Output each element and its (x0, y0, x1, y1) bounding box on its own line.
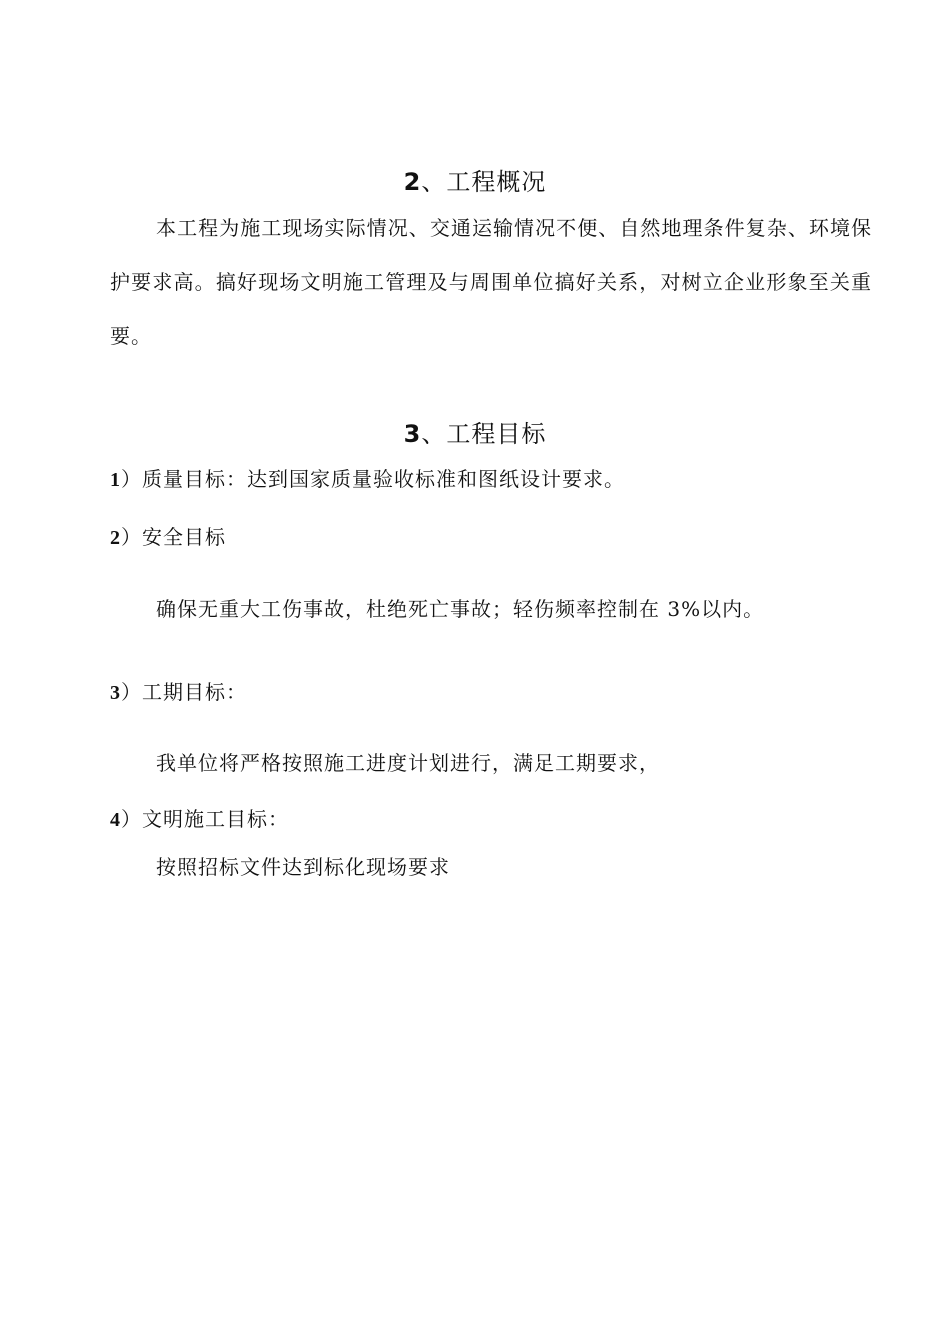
section-2-body: 本工程为施工现场实际情况、交通运输情况不便、自然地理条件复杂、环境保护要求高。搞好现场文明施工管理及与周围单位搞好关系，对树立企业形象至关重要。 (110, 216, 872, 348)
goal-item-label: ）质量目标：达到国家质量验收标准和图纸设计要求。 (121, 467, 625, 491)
section-2-number: 2 (403, 168, 422, 196)
goal-item-number: 3 (110, 682, 121, 704)
goal-detail-safety: 确保无重大工伤事故，杜绝死亡事故；轻伤频率控制在 3%以内。 (156, 597, 765, 621)
goal-item-schedule (110, 678, 247, 707)
section-3-heading (0, 419, 950, 449)
section-2-paragraph (110, 201, 872, 363)
goal-item-quality (110, 465, 625, 494)
goal-detail-schedule: 我单位将严格按照施工进度计划进行，满足工期要求， (156, 751, 660, 775)
goal-detail-civilized-construction: 按照招标文件达到标化现场要求 (156, 855, 450, 879)
goal-item-label: ）工期目标： (121, 680, 247, 704)
goal-item-number: 1 (110, 469, 121, 491)
goal-item-label: ）文明施工目标： (121, 807, 289, 831)
goal-item-safety (110, 523, 226, 552)
goal-item-number: 4 (110, 809, 121, 831)
section-3-title: 、工程目标 (421, 420, 547, 448)
section-2-title: 、工程概况 (421, 168, 547, 196)
goal-item-number: 2 (110, 527, 121, 549)
goal-item-label: ）安全目标 (121, 525, 226, 549)
section-3-number: 3 (403, 420, 422, 448)
goal-item-civilized-construction (110, 805, 289, 834)
section-2-heading (0, 167, 950, 197)
